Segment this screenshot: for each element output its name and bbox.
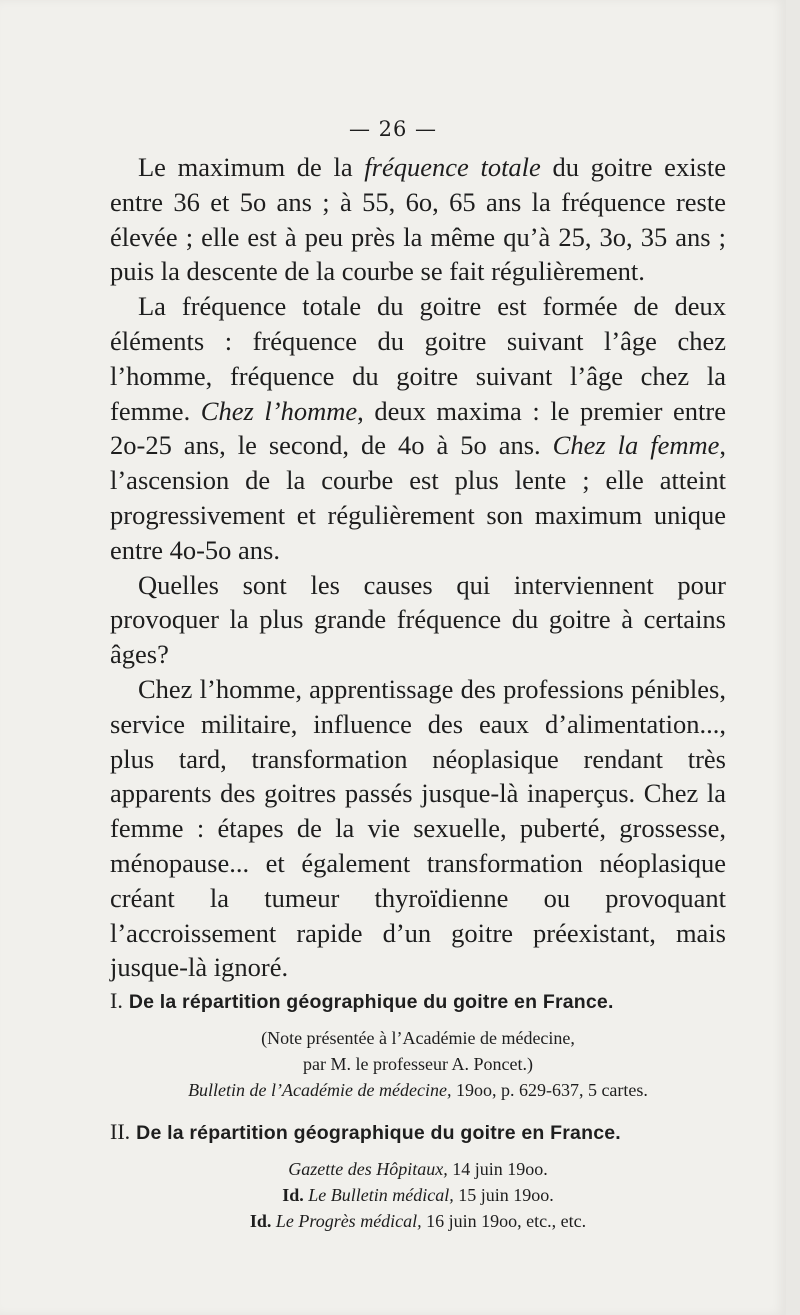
reference-2 xyxy=(110,1117,726,1234)
reference-2-title xyxy=(110,1117,726,1148)
reference-1-journal: Bulletin de l’Académie de médecine, xyxy=(188,1080,452,1100)
body-text xyxy=(110,150,726,985)
paragraph-2-emphasis-homme: Chez l’homme xyxy=(200,395,358,426)
reference-2-details-1: 14 juin 19oo. xyxy=(447,1159,548,1179)
paragraph-3: Quelles sont les causes qui interviennent pour provoquer la plus grande fréquence du goitre à certains âges? xyxy=(110,569,726,670)
reference-1-note: (Note présentée à l’Académie de médecine, xyxy=(261,1028,575,1048)
reference-2-source-1 xyxy=(110,1156,726,1182)
reference-2-source-2 xyxy=(110,1182,726,1208)
paragraph-2-text-b: , deux maxima : le premier entre 2o-25 ans, le second, de 4o à 5o ans. xyxy=(110,395,726,461)
reference-2-number: II. xyxy=(110,1119,131,1144)
reference-2-heading: De la répartition géographique du goitre en France. xyxy=(136,1122,621,1144)
references xyxy=(110,986,726,1234)
reference-2-details-2: 15 juin 19oo. xyxy=(453,1185,554,1205)
paragraph-1 xyxy=(110,150,726,289)
reference-1-author: par M. le professeur A. Poncet.) xyxy=(303,1054,533,1074)
reference-2-details-3: 16 juin 19oo, etc., etc. xyxy=(421,1211,587,1231)
paragraph-2-emphasis-femme: Chez la femme xyxy=(552,430,720,461)
paragraph-2-text-a: La fréquence totale du goitre est formée de deux éléments : fréquence du goitre suivant l’âge chez l’homme, fréquence du goitre suivant l’âge chez la femme. xyxy=(110,291,726,426)
reference-1-details: 19oo, p. 629-637, 5 cartes. xyxy=(451,1080,648,1100)
page-number: — 26 — xyxy=(348,117,438,141)
reference-1-number: I. xyxy=(110,988,123,1013)
reference-2-journal-3: Le Progrès médical, xyxy=(271,1211,422,1231)
paragraph-2 xyxy=(110,289,726,567)
reference-2-id-3: Id. xyxy=(249,1211,272,1231)
reference-2-journal-1: Gazette des Hôpitaux, xyxy=(288,1159,448,1179)
reference-1-source xyxy=(110,1077,726,1103)
paragraph-1-emphasis: fréquence totale xyxy=(364,152,541,182)
reference-2-journal-2: Le Bulletin médical, xyxy=(303,1185,454,1205)
reference-1-title xyxy=(110,986,726,1017)
paragraph-2-text-c: , l’ascension de la courbe est plus lente ; elle atteint progressivement et régulièrement son maximum unique entre 4o-5o ans. xyxy=(110,430,726,565)
reference-1 xyxy=(110,986,726,1103)
paragraph-4: Chez l’homme, apprentissage des professions pénibles, service militaire, influence des eaux d’alimentation..., plus tard, transformation néoplasique rendant très apparents des goitres passés jusque-là inaperçus. Chez la femme : étapes de la vie sexuelle, puberté, grossesse, ménopause... et également transformation néoplasique créant la tumeur thyroïdienne ou provoquant l’accroissement rapide d’un goitre préexistant, mais jusque-là ignoré. xyxy=(110,673,726,983)
reference-2-source-3 xyxy=(110,1208,726,1234)
reference-1-heading: De la répartition géographique du goitre en France. xyxy=(128,991,614,1013)
reference-2-id-2: Id. xyxy=(282,1185,304,1205)
paragraph-1-text-b: du goitre existe entre 36 et 5o ans ; à 55, 6o, 65 ans la fréquence reste élevée ; elle est à peu près la même qu’à 25, 3o, 35 ans ; puis la descente de la courbe se fait régulièrement. xyxy=(110,152,726,287)
paragraph-1-text-a: Le maximum de la xyxy=(138,152,365,182)
